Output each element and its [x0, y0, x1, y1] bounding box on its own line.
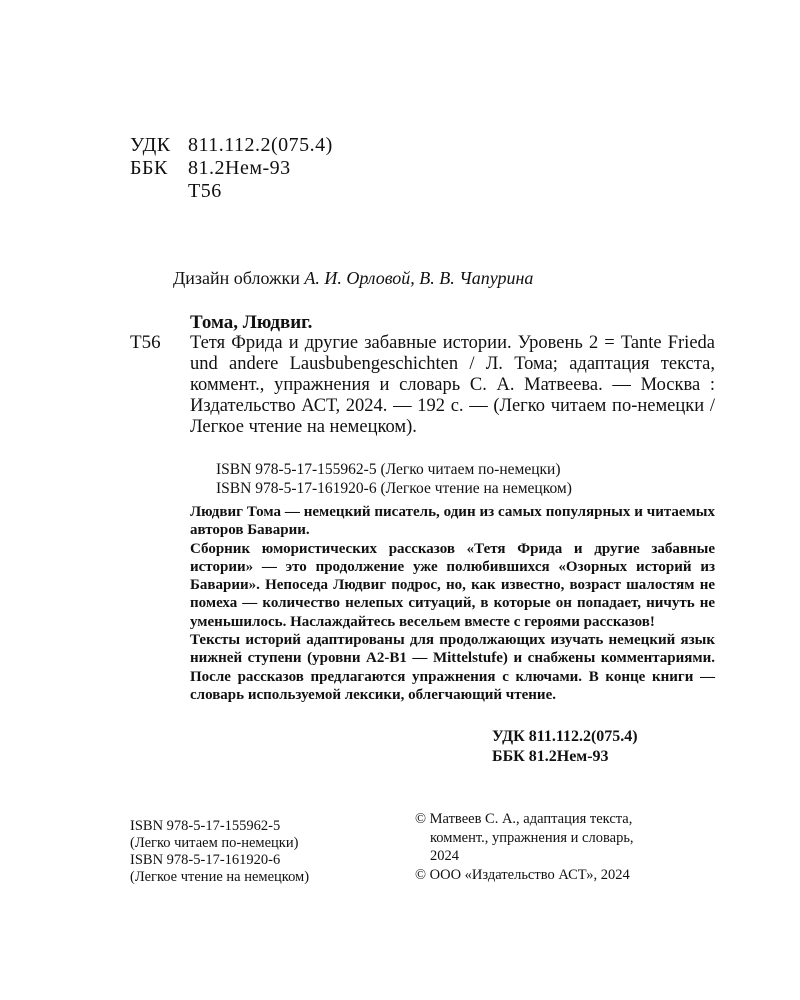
udk-value: 811.112.2(075.4)	[188, 134, 333, 156]
bbk-label: ББК	[130, 157, 168, 179]
footer-isbn-line: ISBN 978-5-17-155962-5	[130, 818, 281, 834]
copyright-line: коммент., упражнения и словарь,	[430, 829, 634, 846]
author-mark: Т56	[188, 180, 222, 202]
annotation	[190, 503, 715, 704]
copyright-line: © ООО «Издательство АСТ», 2024	[415, 866, 630, 883]
footer-isbn-line: ISBN 978-5-17-161920-6	[130, 852, 281, 868]
copyright-block	[415, 810, 634, 884]
copyright-line: © Матвеев С. А., адаптация текста,	[415, 811, 633, 827]
author-mark-row	[130, 180, 333, 203]
isbn-list	[216, 460, 572, 498]
cover-designers: А. И. Орловой, В. В. Чапурина	[304, 268, 534, 288]
isbn-line: ISBN 978-5-17-155962-5 (Легко читаем по-немецки)	[216, 461, 561, 478]
bbk-bottom: ББК 81.2Нем-93	[492, 748, 609, 765]
footer-isbn-line: (Легко читаем по-немецки)	[130, 835, 299, 851]
author-mark-main: Т56	[130, 332, 161, 353]
author-heading: Тома, Людвиг.	[190, 312, 313, 333]
footer-isbn-line: (Легкое чтение на немецком)	[130, 869, 310, 885]
bibliographic-description: Тетя Фрида и другие забавные истории. Уровень 2 = Tante Frieda und andere Lausbubengeschichten / Л. Тома; адаптация текста, коммент., упражнения и словарь С. А. Матвеева. — Москва : Издательство АСТ, 2024. — 192 с. — (Легко читаем по-немецки / Легкое чтение на немецком).	[190, 333, 715, 437]
footer-isbn	[130, 818, 309, 886]
annotation-paragraph: Тексты историй адаптированы для продолжающих изучать немецкий язык нижней ступени (уровни A2-B1 — Mittelstufe) и снабжены комментариями. После рассказов предлагаются упражнения с ключами. В конце книги — словарь используемой лексики, облегчающий чтение.	[190, 632, 715, 703]
udk-bottom: УДК 811.112.2(075.4)	[492, 728, 638, 745]
classification-block	[130, 134, 333, 203]
isbn-line: ISBN 978-5-17-161920-6 (Легкое чтение на немецком)	[216, 480, 572, 497]
cover-design-credit	[173, 268, 533, 289]
bbk-row	[130, 157, 333, 180]
classification-bottom	[492, 727, 638, 767]
udk-label: УДК	[130, 134, 171, 156]
bbk-value: 81.2Нем-93	[188, 157, 291, 179]
annotation-paragraph: Людвиг Тома — немецкий писатель, один из самых популярных и читаемых авторов Баварии.	[190, 504, 715, 539]
udk-row	[130, 134, 333, 157]
cover-design-label: Дизайн обложки	[173, 268, 300, 288]
annotation-paragraph: Сборник юмористических рассказов «Тетя Фрида и другие забавные истории» — это продолжение уже полюбившихся «Озорных историй из Баварии». Непоседа Людвиг подрос, но, как известно, возраст шалостям не помеха — количество нелепых ситуаций, в которые он попадает, ничуть не уменьшилось. Наслаждайтесь весельем вместе с героями рассказов!	[190, 540, 715, 630]
copyright-line: 2024	[430, 848, 459, 864]
